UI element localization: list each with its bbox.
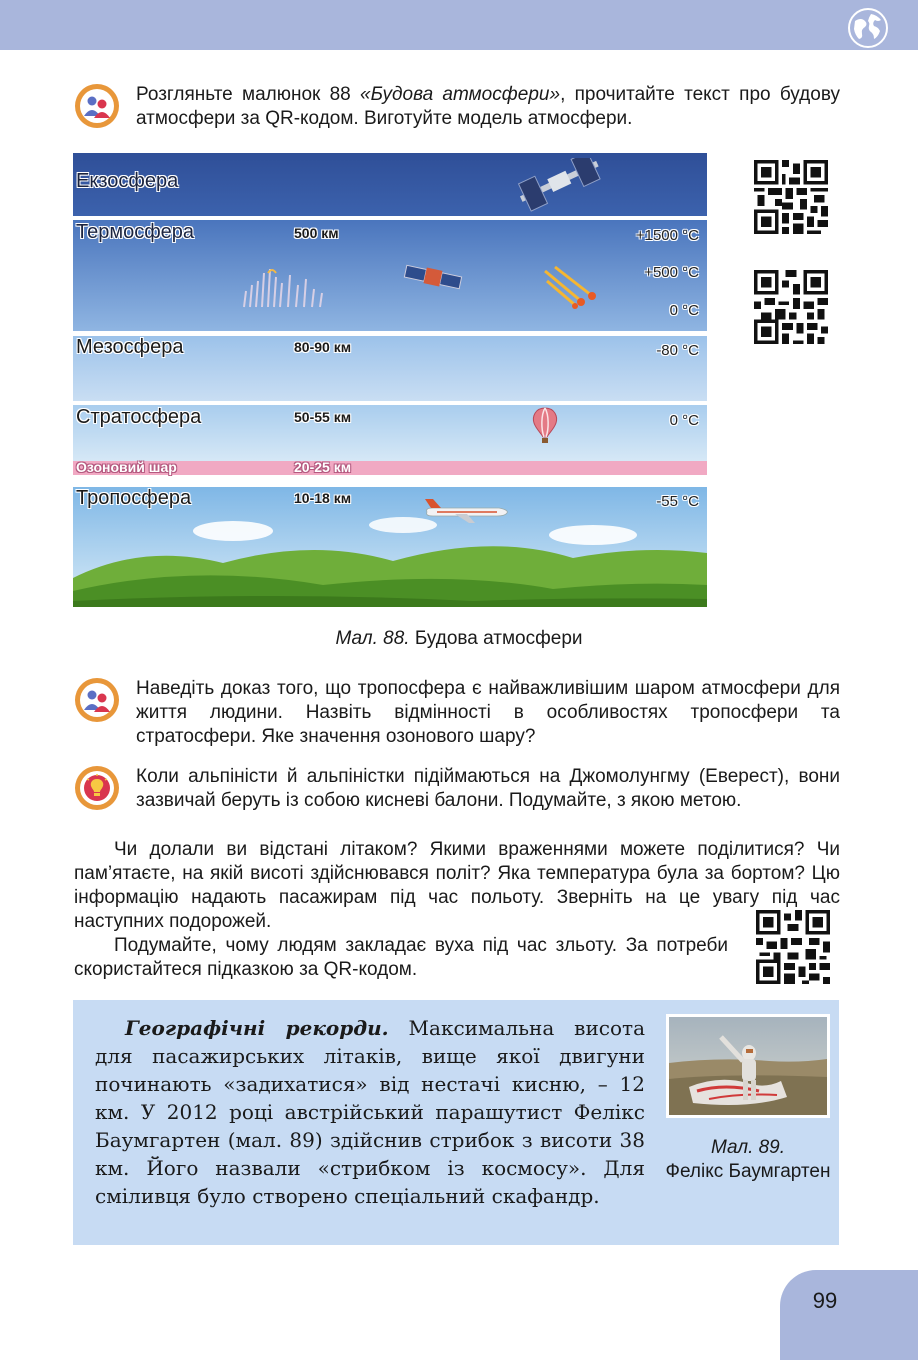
page-number-tab: [780, 1270, 918, 1360]
qr-code-icon[interactable]: [754, 160, 828, 234]
mesosphere-label: Мезосфера: [76, 336, 184, 358]
airplane-icon: [421, 498, 511, 524]
thermosphere-temp-top: +1500 °C: [635, 227, 699, 244]
troposphere-label: Тропосфера: [76, 487, 192, 509]
meteors-icon: [543, 265, 601, 311]
task-2: [74, 677, 840, 751]
stratosphere-temp: 0 °C: [669, 412, 699, 429]
qr-code-icon[interactable]: [756, 910, 830, 984]
task-3: [74, 765, 840, 839]
exosphere-label: Екзосфера: [76, 170, 179, 192]
atmosphere-diagram: [73, 153, 707, 607]
satellite-icon: [403, 263, 463, 291]
hot-air-balloon-icon: [531, 407, 559, 445]
mesosphere-altitude: 80-90 км: [294, 339, 352, 355]
page-number: 99: [812, 1288, 838, 1313]
task-3-text: Коли альпіністи й альпіністки підіймаються на Джомолунгму (Еверест), вони зазвичай беруть із собою кисневі балони. Подумайте, з якою метою.: [136, 766, 840, 811]
figure-89-title: Фелікс Баумгартен: [665, 1161, 831, 1182]
ozone-layer-altitude: 20-25 км: [294, 459, 352, 475]
thermosphere-temp-middle: +500 °C: [644, 264, 699, 281]
records-box: [73, 1000, 839, 1245]
ozone-layer-label: Озоновий шар: [76, 459, 177, 475]
thermosphere-altitude: 500 км: [294, 225, 339, 241]
troposphere-altitude: 10-18 км: [294, 490, 352, 506]
figure-89-caption: [656, 1136, 840, 1184]
stratosphere-altitude: 50-55 км: [294, 409, 352, 425]
stratosphere-label: Стратосфера: [76, 406, 202, 428]
thermosphere-temp-bottom: 0 °C: [669, 302, 699, 319]
qr-code-icon[interactable]: [754, 270, 828, 344]
mesosphere-temp: -80 °C: [656, 342, 699, 359]
task-1-text: Розгляньте малюнок 88 «Будова атмосфери», прочитайте текст про будову атмосфери за QR-кодом. Виготуйте модель атмосфери.: [136, 84, 840, 129]
group-work-icon: [74, 83, 120, 129]
paragraph-ears: Подумайте, чому людям закладає вуха під час зльоту. За потреби скористайтеся підказкою за QR-кодом.: [74, 935, 728, 980]
thermosphere-label: Термосфера: [76, 221, 195, 243]
space-station-icon: [513, 158, 609, 212]
records-text: Географічні рекорди. Максимальна висота для пасажирських літаків, вище якої двигуни починають «задихатися» від нестачі кисню, – 12 км. У 2012 році австрійський парашутист Фелікс Баумгартен (мал. 89) здійснив стрибок з висоти 38 км. Його назвали «стрибком із космосу». Для сміливця було створено спеціальний скафандр.: [95, 1016, 646, 1208]
records-title: Географічні рекорди.: [125, 1016, 389, 1040]
aurora-icon: [238, 263, 338, 311]
task-1: [74, 83, 840, 133]
group-work-icon: [74, 677, 120, 723]
task-2-text: Наведіть доказ того, що тропосфера є найважливішим шаром атмосфери для життя людини. Назвіть відмінності в особливостях тропосфери та стратосфери. Яке значення озонового шару?: [136, 678, 840, 747]
paragraph-flight: Чи долали ви відстані літаком? Якими враженнями можете поділитися? Чи пам’ятаєте, на якій висоті здійснювався політ? Яка температура була за бортом? Цю інформацію надають пасажирам під час польоту. Зверніть на це увагу під час наступних подорожей.: [74, 839, 840, 932]
felix-baumgartner-photo: [666, 1014, 830, 1118]
lightbulb-icon: [74, 765, 120, 811]
globe-icon: [846, 6, 890, 50]
figure-89-label: Мал. 89.: [710, 1137, 786, 1158]
troposphere-temp: -55 °C: [656, 493, 699, 510]
figure-88-caption: Мал. 88. Будова атмосфери: [335, 628, 583, 649]
top-band: [0, 0, 918, 50]
parachutist-image: [669, 1017, 827, 1115]
